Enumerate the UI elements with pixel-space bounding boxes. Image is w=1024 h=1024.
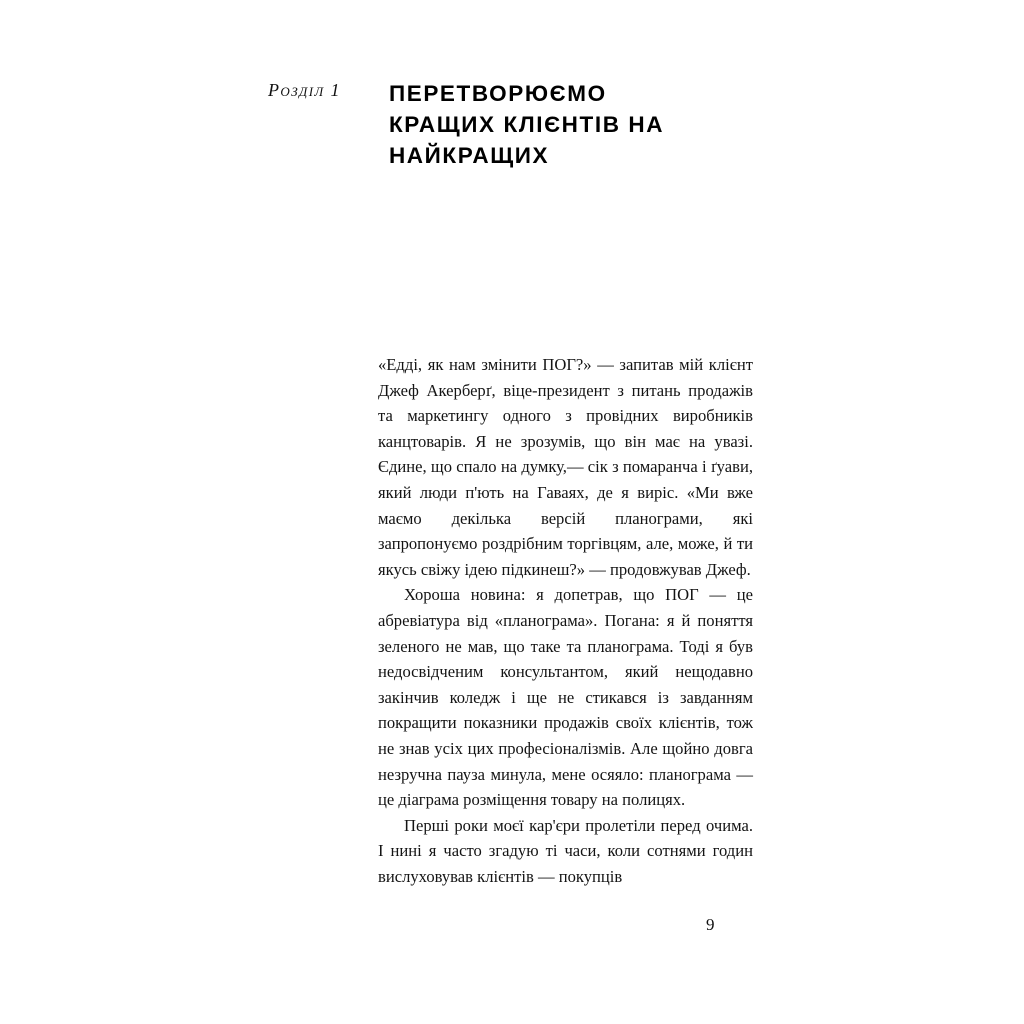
chapter-label: Розділ 1: [268, 80, 341, 100]
body-text: [378, 352, 753, 889]
chapter-heading: [268, 78, 768, 171]
paragraph: «Едді, як нам змінити ПОГ?» — запитав мій клієнт Джеф Акерберґ, віце-президент з питань продажів та маркетингу одного з провідних виробників канцтоварів. Я не зрозумів, що він має на увазі. Єдине, що спало на думку,— сік з помаранча і ґуави, який люди п'ють на Гаваях, де я виріс. «Ми вже маємо декілька версій планограми, які запропонуємо роздрібним торгівцям, але, може, й ти якусь свіжу ідею підкинеш?» — продовжував Джеф.: [378, 355, 753, 579]
paragraph: Перші роки моєї кар'єри пролетіли перед очима. І нині я часто згадую ті часи, коли сотнями годин вислуховував клієнтів — покупців: [378, 815, 753, 886]
paragraph: Хороша новина: я допетрав, що ПОГ — це абревіатура від «планограма». Погана: я й поняття зеленого не мав, що таке та планограма. Тоді я був недосвідченим консультантом, який нещодавно закінчив коледж і ще не стикався із завданням покращити показники продажів своїх клієнтів, тож не знав усіх цих професіоналізмів. Але щойно довга незручна пауза минула, мене осяяло: планограма — це діаграма розміщення товару на полицях.: [378, 585, 753, 810]
chapter-title: ПЕРЕТВОРЮЄМО КРАЩИХ КЛІЄНТІВ НА НАЙКРАЩИХ: [388, 81, 665, 168]
page-number: 9: [706, 915, 715, 934]
